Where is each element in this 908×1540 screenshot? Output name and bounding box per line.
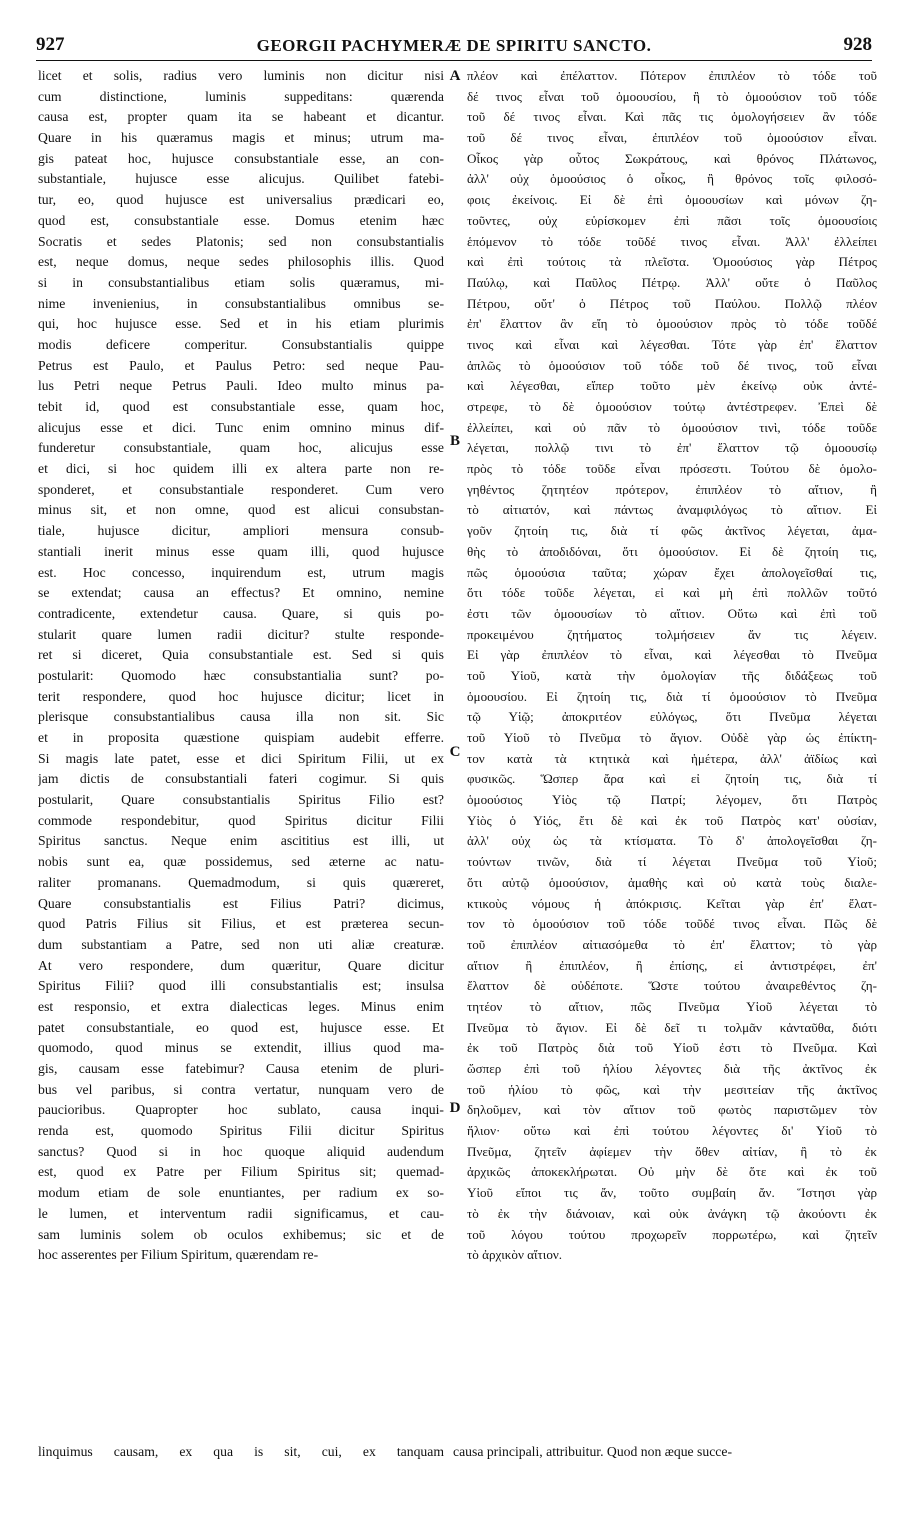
section-marker-b: B — [449, 433, 460, 449]
greek-text-line: Υἱὸς ὁ Υἱός, ἔτι δὲ καὶ ἐκ τοῦ Πατρὸς κατ' οὐσίαν, — [467, 812, 877, 828]
latin-text-line: lus Petri neque Petrus Pauli. Ideo multo minus pa- — [38, 378, 444, 394]
greek-text-line: ἁπλῶς τὸ ὁμοούσιον τοῦ τόδε τοῦ δέ τινος, τοῦ εἶναι — [467, 357, 877, 373]
latin-text-line: sponderet, et consubstantiale responderet. Cum vero — [38, 481, 444, 497]
greek-text-line: πρὸς τὸ τόδε τοῦδε εἶναι πρόσεστι. Τούτου δὲ ὁμολο- — [467, 461, 877, 477]
latin-text-line: substantiale, hujusce esse alicujus. Quilibet fatebi- — [38, 171, 444, 187]
latin-text-line: est, quod ex Patre per Filium Spiritus sit; quemad- — [38, 1164, 444, 1180]
greek-text-line: τοῦ δέ τινος εἶναι, ἐπιπλέον τοῦ ὁμοούσιον εἶναι. — [467, 130, 877, 146]
latin-text-line: At vero respondere, dum quæritur, Quare dicitur — [38, 957, 444, 973]
latin-text-line: patet consubstantiale, eo quod est, hujusce esse. Et — [38, 1019, 444, 1035]
greek-text-line: προκειμένου ζητήματος τολμήσειεν ἄν τις λέγειν. — [467, 626, 877, 642]
greek-text-line: τινος καὶ εἶναι καὶ λέγεσθαι. Τότε γὰρ ἐπ' ἔλαττον — [467, 336, 877, 352]
greek-text-line: Υἱοῦ εἴποι τις ἄν, τοῦτο συμβαίη ἄν. Ἵστησι γὰρ — [467, 1185, 877, 1201]
greek-text-line: ὅτι αὐτῷ ὁμοούσιον, ἀμαθὴς καὶ οὐ κατὰ τοὺς διαλε- — [467, 874, 877, 890]
latin-text-line: jam dictis de consubstantiali fateri cogimur. Si quis — [38, 771, 444, 787]
latin-text-line: Spiritus sanctus. Neque enim ascititius est illi, ut — [38, 833, 444, 849]
greek-text-line: ἐπ' ἔλαττον ἂν εἴη τὸ ὁμοούσιον πρὸς τὸ τόδε τοῦδέ — [467, 316, 877, 332]
latin-text-line: plerisque consubstantialibus causa illa non sit. Sic — [38, 709, 444, 725]
latin-text-line: est responsio, et extra dialecticas leges. Minus enim — [38, 998, 444, 1014]
greek-text-line: τοῦ ἡλίου τὸ φῶς, καὶ τὴν μεσιτείαν τῆς ἀκτῖνος — [467, 1081, 877, 1097]
page-number-right: 928 — [843, 34, 872, 55]
greek-text-line: ὁμοουσίου. Εἰ ζητοίη τις, διὰ τί ὁμοούσιον τὸ Πνεῦμα — [467, 688, 877, 704]
section-marker-c: C — [449, 744, 461, 760]
latin-text-line: gis pateat hoc, hujusce consubstantiale esse, an con- — [38, 150, 444, 166]
latin-text-line: commode respondebitur, quod Spiritus dicitur Filii — [38, 812, 444, 828]
greek-text-line: ἐκ τοῦ Πατρὸς διὰ τοῦ Υἱοῦ ἐστι τὸ Πνεῦμα. Καὶ — [467, 1040, 877, 1056]
latin-column — [38, 66, 444, 1472]
greek-text-line: τὸ ἀρχικὸν αἴτιον. — [467, 1247, 563, 1263]
greek-text-line: τοῦ Υἱοῦ, κατὰ τὴν ὁμολογίαν τῆς διδάξεως τοῦ — [467, 667, 877, 683]
latin-text-line: sam luminis solem ob oculos exhibemus; sic et de — [38, 1226, 444, 1242]
greek-column-continuation: causa principali, attribuitur. Quod non æque succe- — [453, 1444, 732, 1459]
latin-text-line: licet et solis, radius vero luminis non dicitur nisi — [38, 68, 444, 83]
greek-text-line: ἥλιον· οὕτω καὶ ἐπὶ τούτου λέγοντες δι' Υἱοῦ τὸ — [467, 1123, 877, 1139]
greek-text-line: στρεφε, τὸ δὲ ὁμοούσιον τούτῳ ἀντέστρεφεν. Ἐπεὶ δὲ — [467, 399, 877, 414]
latin-text-line: raliter promanans. Quemadmodum, si quis quæreret, — [38, 874, 444, 890]
greek-text-line: Πνεῦμα, ζητεῖν ἀφίεμεν τὴν ὅθεν αἰτίαν, ἢ τὸ ἐκ — [467, 1143, 877, 1159]
greek-text-line: τοῦ λόγου τούτου προχωρεῖν πορρωτέρω, καὶ ζητεῖν — [467, 1226, 877, 1242]
greek-text-line: ἀλλ' οὐχ ὡς τὰ κτίσματα. Τὸ δ' ἀπολογεῖσθαι ζη- — [467, 833, 877, 849]
greek-text-line: γηθέντος ζητητέον πρότερον, ἐπιπλέον τὸ αἴτιον, ἢ — [467, 481, 877, 497]
latin-text-line: Socratis et sedes Platonis; sed non consubstantialis — [38, 233, 444, 249]
latin-text-line: sanctus? Quod si in hoc quoque aliquid audendum — [38, 1143, 444, 1159]
latin-text-line: hoc asserentes per Filium Spiritum, quærendam re- — [38, 1247, 319, 1263]
latin-text-line: quomodo, quod minus se extendit, illius quod ma- — [38, 1040, 444, 1056]
greek-text-line: καὶ ἐπὶ τούτοις τὰ πλεῖστα. Ὁμοούσιος γὰρ Πέτρος — [467, 254, 877, 270]
latin-text-line: Si magis late patet, esse et dici Spiritum Filii, ut ex — [38, 750, 444, 766]
latin-text-line: modis deficere comperitur. Consubstantialis quippe — [38, 336, 444, 352]
latin-text-line: contradicente, extendetur causa. Quare, si quis po- — [38, 605, 444, 621]
latin-text-line: Petrus est Paulo, et Paulus Petro: sed neque Pau- — [38, 357, 444, 373]
latin-text-line: tiale, hujusce dicitur, ampliori mensura consub- — [38, 523, 444, 539]
latin-text-line: modum etiam de sole enuntiantes, per radium ex so- — [38, 1185, 444, 1201]
latin-text-line: funderetur consubstantiale, quam hoc, alicujus esse — [38, 440, 444, 456]
greek-text-line: ἀρχικῶς ἀποκεκλήρωται. Οὐ μὴν δὲ ὅτε καὶ ἐκ τοῦ — [467, 1164, 877, 1180]
greek-text-line: φυσικῶς. Ὥσπερ ἄρα καὶ εἰ ζητοίη τις, διὰ τί — [467, 771, 877, 787]
greek-text-line: ὅτι τόδε τοῦδε λέγεται, εἰ καὶ μὴ ἐπὶ πολλῶν τοῦτό — [467, 585, 877, 601]
page-header — [36, 34, 872, 61]
greek-text-line: ὥσπερ ἐπὶ τοῦ ἡλίου λέγοντες διὰ τῆς ἀκτῖνος ἐκ — [467, 1061, 877, 1076]
latin-text-line: et in proposita quæstione quispiam audebit efferre. — [38, 730, 444, 745]
latin-text-line: minus sit, et non omne, quod est alicui consubstan- — [38, 502, 444, 518]
latin-text-line: dum substantiam a Patre, sed non uti aliæ creaturæ. — [38, 936, 444, 952]
greek-text-line: γοῦν ζητοίη τις, διὰ τί φῶς ἀκτῖνος λέγεται, ἀμα- — [467, 523, 877, 539]
section-marker-a: A — [449, 68, 461, 84]
latin-text-line: quod Patris Filius sit Filius, et est præterea secun- — [38, 916, 444, 932]
greek-text-line: τοῦ Υἱοῦ τὸ Πνεῦμα τὸ ἅγιον. Οὐδὲ γὰρ ὡς ἐπίκτη- — [467, 730, 877, 745]
latin-text-line: Spiritus Filii? quod illi consubstantialis est; insulsa — [38, 978, 444, 994]
greek-text-line: πλέον καὶ ἐπέλαττον. Πότερον ἐπιπλέον τὸ τόδε τοῦ — [467, 68, 877, 83]
greek-column — [467, 66, 877, 1472]
latin-text-line: postularit: Quomodo hæc consubstantialia sunt? po- — [38, 667, 444, 683]
greek-text-line: ἐλλείπει, καὶ οὐ πᾶν τὸ ὁμοούσιον τινὶ, τόδε τοῦδε — [467, 419, 877, 435]
latin-text-line: qui, hoc hujusce esse. Sed et in his etiam plurimis — [38, 316, 444, 332]
greek-text-line: ἔλαττον δὲ οὐδέποτε. Ὥστε τούτου ἀναιρεθέντος ζη- — [467, 978, 877, 994]
latin-text-line: quod est, consubstantiale esse. Domus etenim hæc — [38, 212, 444, 228]
latin-text-line: renda est, quomodo Spiritus Filii dicitur Spiritus — [38, 1123, 444, 1139]
greek-text-line: θὴς τὸ ἀποδιδόναι, ὅτι ὁμοούσιον. Εἰ δὲ ζητοίη τις, — [467, 543, 877, 559]
greek-text-line: καὶ λέγεσθαι, εἴπερ τοῦτο μὲν ἐκείνῳ οὐκ ἀντέ- — [467, 378, 877, 394]
latin-text-line: causa est, propter quam ita se habeant et dicantur. — [38, 109, 444, 125]
latin-text-line: est, neque domus, neque sedes philosophis illis. Quod — [38, 254, 444, 270]
greek-text-line: Πνεῦμα τὸ ἅγιον. Εἰ δὲ δεῖ τι τολμᾶν κἀνταῦθα, διότι — [467, 1019, 877, 1035]
latin-final-line: linquimus causam, ex qua is sit, cui, ex tanquam — [38, 1444, 444, 1459]
greek-text-line: τητέον τὸ αἴτιον, πῶς Πνεῦμα Υἱοῦ λέγεται τὸ — [467, 998, 877, 1014]
latin-text-line: tebit id, quod est consubstantiale esse, quam hoc, — [38, 399, 444, 414]
latin-text-line: le lumen, et interventum radii significamus, et cau- — [38, 1205, 444, 1221]
greek-text-line: Πέτρου, οὔτ' ὁ Πέτρος τοῦ Παύλου. Πολλῷ πλέον — [467, 295, 877, 311]
section-marker-d: D — [449, 1100, 461, 1116]
latin-text-line: gis, causam esse fatebimur? Causa etenim de pluri- — [38, 1061, 444, 1076]
greek-text-line: τον τὸ ὁμοούσιον τοῦ τόδε τοῦδέ τινος εἶναι. Πῶς δὲ — [467, 916, 877, 932]
greek-text-line: τὸ ἐκ τὴν διάνοιαν, καὶ οὐκ ἀνάγκη τῷ ἀκούοντι ἐκ — [467, 1205, 877, 1221]
page-number-left: 927 — [36, 34, 65, 55]
greek-text-line: δέ τινος εἶναι τοῦ ὁμοουσίου, ἢ τὸ ὁμοούσιον τοῦ τόδε — [467, 88, 877, 104]
latin-text-line: ret si diceret, Quia consubstantiale est. Sed si quis — [38, 647, 444, 663]
greek-text-line: τον κατὰ τὰ κτητικὰ καὶ ἡμέτερα, ἀλλ' ἀϊδίως καὶ — [467, 750, 877, 766]
latin-text-line: Quare in his quæramus magis et minus; utrum ma- — [38, 130, 444, 146]
greek-text-line: ὁμοούσιος Υἱὸς τῷ Πατρί; λέγομεν, ὅτι Πατρὸς — [467, 792, 877, 808]
greek-text-line: κτικοὺς νόμους ἡ ἀπόκρισις. Κεῖται γὰρ ἐπ' ἔλατ- — [467, 895, 877, 911]
continuation-line — [38, 1441, 876, 1463]
latin-text-line: stantiali inerit minus esse quam illi, quod hujusce — [38, 543, 444, 559]
latin-text-line: nobis sunt ea, quæ possidemus, sed æterne ac natu- — [38, 854, 444, 870]
greek-text-line: δηλοῦμεν, καὶ τὸν αἴτιον τοῦ φωτὸς παριστῶμεν τὸν — [467, 1102, 877, 1118]
latin-text-line: paucioribus. Quapropter hoc sublato, causa inqui- — [38, 1102, 444, 1118]
latin-text-line: et dici, si hoc quidem illi ex altera parte non re- — [38, 461, 444, 477]
latin-text-line: alicujus esse et dici. Tunc enim omnino minus dif- — [38, 419, 444, 435]
greek-text-line: αἴτιον ἢ ἐπιπλέον, ἢ ἐπίσης, εἰ ἀντιστρέφει, ἐπ' — [467, 957, 877, 973]
latin-text-line: se extendat; causa an effectus? Et omnino, nemine — [38, 585, 444, 601]
greek-text-line: τὸ αἰτιατόν, καὶ πάντως ἀναμφιλόγως τὸ αἴτιον. Εἰ — [467, 502, 877, 518]
latin-text-line: Quare consubstantialis est Filius Patri? dicimus, — [38, 895, 444, 911]
greek-text-line: φοις ἐκείνοις. Εἰ δὲ ἐπὶ ὁμοουσίων καὶ μόνων ζη- — [467, 192, 877, 208]
latin-text-line: postularit, Quare consubstantialis Spiritus Filio est? — [38, 792, 444, 808]
greek-text-line: Παύλῳ, καὶ Παῦλος Πέτρῳ. Ἀλλ' οὔτε ὁ Παῦλος — [467, 274, 877, 290]
running-title: GEORGII PACHYMERÆ DE SPIRITU SANCTO. — [256, 36, 652, 55]
latin-text-line: cum distinctione, luminis suppeditans: quærenda — [38, 88, 444, 104]
greek-text-line: πῶς ὁμοούσια ταῦτα; χώραν ἔχει ἀπολογεῖσθαί τις, — [467, 564, 877, 580]
latin-text-line: si in consubstantialibus etiam solis quæramus, mi- — [38, 274, 444, 290]
latin-text-line: nime invenienius, in consubstantialibus omnibus se- — [38, 295, 444, 311]
greek-text-line: ἑπόμενον τὸ τόδε τοῦδέ τινος εἶναι. Ἀλλ' ἐλλείπει — [467, 233, 877, 249]
greek-text-line: τούντων τινῶν, διὰ τί λέγεται Πνεῦμα τοῦ Υἱοῦ; — [467, 854, 877, 870]
greek-text-line: τοῦντες, οὐχ εὑρίσκομεν ἐπὶ πᾶσι τοῖς ὁμοουσίοις — [467, 212, 877, 228]
latin-text-line: terit respondere, quod hoc hujusce dicitur; licet in — [38, 688, 444, 704]
greek-text-line: ἐστι τῶν ὁμοουσίων τὸ αἴτιον. Οὕτω καὶ ἐπὶ τοῦ — [467, 605, 877, 621]
latin-text-line: est. Hoc concesso, inquirendum est, utrum magis — [38, 564, 444, 580]
latin-text-line: bus vel paribus, si contra vertatur, nunquam vero de — [38, 1081, 444, 1097]
greek-text-line: Οἶκος γὰρ οὗτος Σωκράτους, καὶ θρόνος Πλάτωνος, — [467, 150, 877, 166]
latin-text-line: stularit quare lumen radii dicitur? stulte responde- — [38, 626, 444, 642]
latin-text-line: tur, eo, quod hujusce est universalius prædicari eo, — [38, 192, 444, 208]
greek-text-line: λέγεται, πολλῷ τινι τὸ ἐπ' ἔλαττον τῷ ὁμοουσίῳ — [467, 440, 877, 456]
greek-text-line: τοῦ ἐπιπλέον αἰτιασόμεθα τὸ ἐπ' ἔλαττον; τὸ γὰρ — [467, 936, 877, 952]
greek-text-line: τοῦ δέ τινος εἶναι. Καὶ πᾶς τις ὁμολογήσειεν ἂν τόδε — [467, 109, 877, 125]
greek-text-line: Εἰ γὰρ ἐπιπλέον τὸ εἶναι, καὶ λέγεσθαι τὸ Πνεῦμα — [467, 647, 877, 663]
greek-text-line: τῷ Υἱῷ; ἀποκριτέον εὐλόγως, ὅτι Πνεῦμα λέγεται — [467, 709, 877, 725]
greek-text-line: ἀλλ' οὐχ ὁμοούσιος ὁ οἶκος, ἢ θρόνος τοῖς φιλοσό- — [467, 171, 877, 187]
